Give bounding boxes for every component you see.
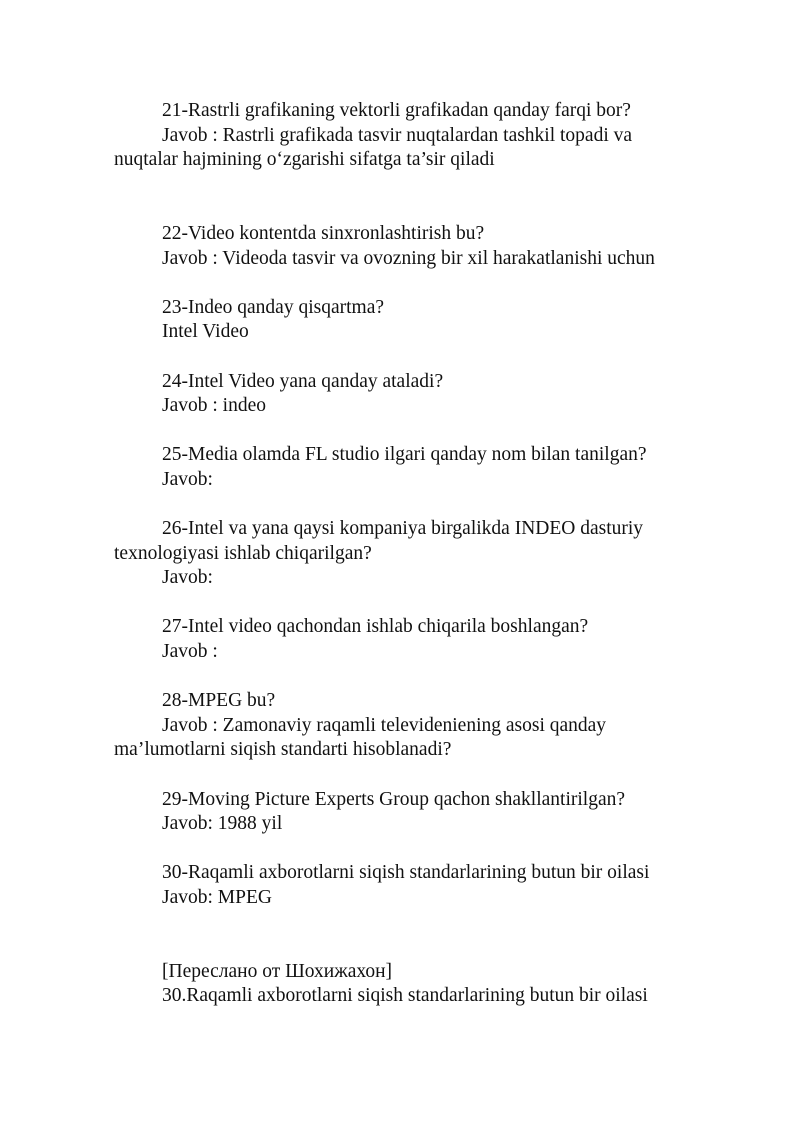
spacer [114, 911, 714, 960]
qa-block-27 [114, 615, 714, 664]
document-body [114, 99, 714, 1009]
answer-text-continuation: nuqtalar hajmining o‘zgarishi sifatga ta’sir qiladi [114, 149, 495, 171]
answer-text: Javob : indeo [162, 395, 266, 417]
answer-text: Javob: MPEG [162, 887, 272, 908]
question-text: 23-Indeo qanday qisqartma? [162, 296, 385, 318]
spacer [114, 345, 714, 370]
answer-text-continuation: ma’lumotlarni siqish standarti hisoblanadi? [114, 739, 452, 761]
question-text-continuation: texnologiyasi ishlab chiqarilgan? [114, 542, 372, 564]
question-text: 30-Raqamli axborotlarni siqish standarlarining butun bir oilasi [162, 862, 650, 884]
spacer [114, 493, 714, 518]
question-text: 28-MPEG bu? [162, 690, 276, 712]
answer-text: Javob : Zamonaviy raqamli televideniening asosi qanday [162, 714, 607, 736]
question-text: 27-Intel video qachondan ishlab chiqarila boshlangan? [162, 616, 589, 638]
qa-block-26 [114, 517, 714, 591]
spacer [114, 419, 714, 444]
qa-block-21 [114, 99, 714, 173]
question-text: 22-Video kontentda sinxronlashtirish bu? [162, 222, 485, 244]
question-text: 29-Moving Picture Experts Group qachon shakllantirilgan? [162, 788, 626, 810]
spacer [114, 837, 714, 862]
spacer [114, 763, 714, 788]
qa-block-28 [114, 689, 714, 763]
question-text: 21-Rastrli grafikaning vektorli grafikadan qanday farqi bor? [162, 100, 631, 121]
forwarded-label: [Переслано от Шохижахон] [162, 960, 393, 982]
spacer [114, 173, 714, 222]
question-text: 26-Intel va yana qaysi kompaniya birgalikda INDEO dasturiy [162, 518, 644, 540]
spacer [114, 665, 714, 690]
answer-text: Javob : Videoda tasvir va ovozning bir xil harakatlanishi uchun [162, 247, 655, 269]
forwarded-text: 30.Raqamli axborotlarni siqish standarlarining butun bir oilasi [162, 985, 648, 1007]
answer-text: Intel Video [162, 321, 249, 343]
qa-block-29 [114, 788, 714, 837]
answer-text: Javob : [162, 641, 218, 663]
question-text: 24-Intel Video yana qanday ataladi? [162, 370, 444, 392]
question-text: 25-Media olamda FL studio ilgari qanday nom bilan tanilgan? [162, 444, 647, 466]
answer-text: Javob: 1988 yil [162, 813, 283, 835]
answer-text: Javob: [162, 468, 213, 490]
spacer [114, 271, 714, 296]
forwarded-block [114, 960, 714, 1009]
answer-text: Javob : Rastrli grafikada tasvir nuqtalardan tashkil topadi va [162, 124, 633, 146]
qa-block-25 [114, 443, 714, 492]
spacer [114, 591, 714, 616]
answer-text: Javob: [162, 567, 213, 589]
qa-block-23 [114, 296, 714, 345]
qa-block-22 [114, 222, 714, 271]
qa-block-30 [114, 861, 714, 910]
qa-block-24 [114, 370, 714, 419]
